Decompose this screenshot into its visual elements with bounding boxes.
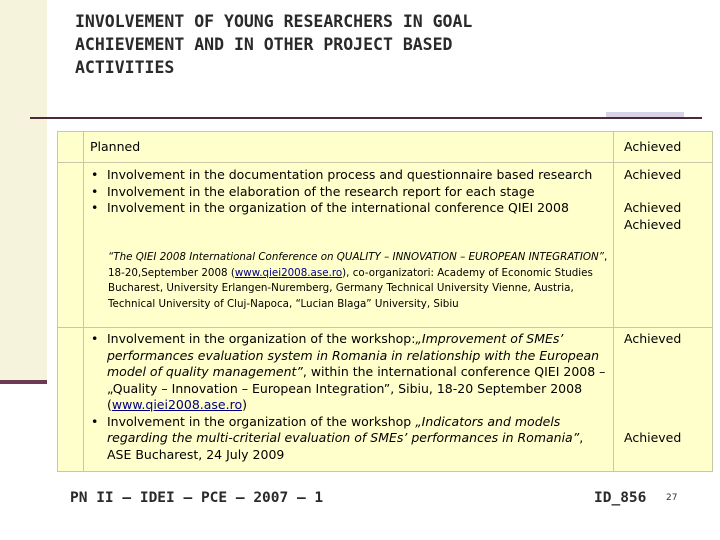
slide-title [75, 10, 635, 79]
planned-list [85, 331, 610, 463]
list-item [85, 331, 610, 414]
header-planned: Planned [90, 139, 141, 154]
list-item [85, 414, 610, 464]
page-number: 27 [666, 493, 678, 503]
item-text: , within the international conference QIEI 2008 – „Quality – Innovation – European Integration”, Sibiu, 18-20 September 2008 ( [107, 364, 606, 412]
header-achieved: Achieved [624, 139, 682, 154]
project-code: PN II – IDEI – PCE – 2007 – 1 [70, 490, 324, 506]
side-decoration-bar [0, 0, 47, 115]
item-text: , ASE Bucharest, 24 July 2009 [107, 430, 584, 462]
item-text: Involvement in the organization of the workshop [107, 413, 416, 429]
note-text: , 18-20,September 2008 ( [108, 251, 608, 279]
side-accent-stripe [0, 380, 47, 384]
table-row [58, 163, 712, 328]
list-item: • Involvement in the organization of the international conference QIEI 2008 [85, 200, 605, 217]
table-header-row [58, 132, 712, 163]
list-item: • Involvement in the documentation process and questionnaire based research [85, 167, 605, 184]
table-row [58, 328, 712, 471]
activities-table [57, 131, 713, 472]
achieved-status: Achieved [624, 200, 682, 215]
achieved-status: Achieved [624, 430, 682, 445]
achieved-status: Achieved [624, 331, 682, 346]
side-decoration-bar-lower [0, 115, 47, 380]
title-divider [30, 117, 702, 119]
conference-title: “The QIEI 2008 International Conference on QUALITY – INNOVATION – EUROPEAN INTEGRATION” [108, 251, 605, 263]
conference-link[interactable]: www.qiei2008.ase.ro [111, 397, 243, 412]
item-text: Involvement in the organization of the workshop: [107, 331, 416, 346]
workshop-title: „Improvement of SMEs’ performances evaluation system in Romania in relationship with the European model of quality management” [107, 331, 600, 379]
note-text: ), co-organizatori: Academy of Economic Studies Bucharest, University Erlangen-Nuremberg, Germany Technical University Vienne, Austria, Technical University of Cluj-Napoca, “Lucian Blaga” University, Sibiu [108, 266, 593, 310]
slide-title-line: ACHIEVEMENT AND IN OTHER PROJECT BASED [75, 35, 453, 54]
conference-link[interactable]: www.qiei2008.ase.ro [234, 266, 343, 279]
achieved-status: Achieved [624, 216, 682, 232]
conference-note [108, 250, 608, 312]
list-item: • Involvement in the elaboration of the research report for each stage [85, 184, 605, 201]
workshop-title: „Indicators and models regarding the multi-criterial evaluation of SMEs’ performances in Romania” [107, 413, 580, 445]
achieved-status: Achieved [624, 167, 682, 182]
slide-title-line: INVOLVEMENT OF YOUNG RESEARCHERS IN GOAL [75, 12, 473, 31]
project-id: ID_856 [594, 490, 647, 506]
planned-list [85, 167, 605, 217]
slide-title-line: ACTIVITIES [75, 58, 175, 77]
item-text: ) [242, 397, 247, 412]
